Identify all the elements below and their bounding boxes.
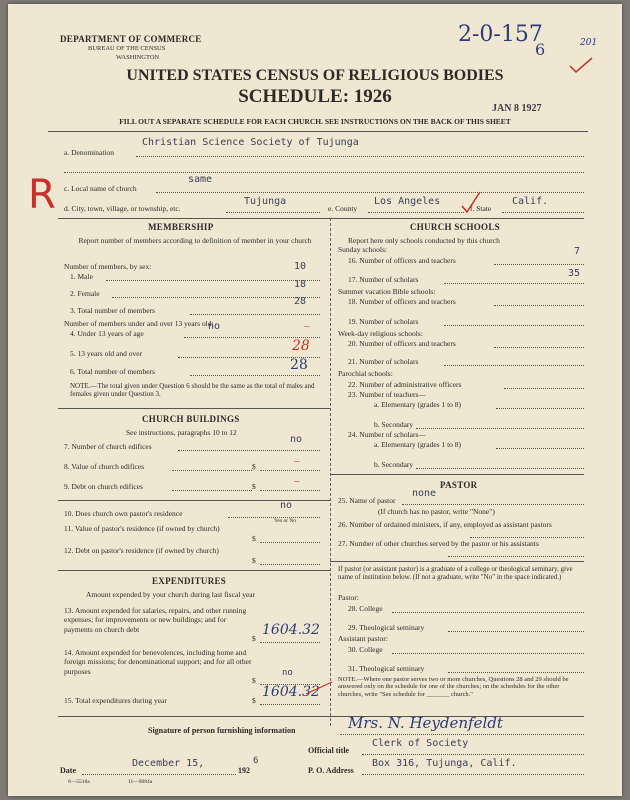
q7-edifices-value: no bbox=[290, 434, 303, 445]
city-label: d. City, town, village, or township, etc. bbox=[64, 204, 181, 213]
county-label: e. County bbox=[328, 204, 358, 213]
q28-label: 28. College bbox=[348, 604, 383, 613]
red-r-mark: R bbox=[28, 172, 56, 218]
q11-label: 11. Value of pastor's residence (if owned by church) bbox=[64, 524, 220, 533]
q6-label: 6. Total number of members bbox=[70, 367, 155, 376]
q2-label: 2. Female bbox=[70, 289, 100, 298]
q17-value: 35 bbox=[568, 268, 581, 279]
q14-label: 14. Amount expended for benevolences, including home and foreign missions; for denominational support; and for all other purposes bbox=[64, 648, 252, 676]
q4-under-13-value: no bbox=[208, 321, 221, 332]
dept-name: DEPARTMENT OF COMMERCE bbox=[60, 34, 202, 44]
q7-label: 7. Number of church edifices bbox=[64, 442, 152, 451]
q24a-label: a. Elementary (grades 1 to 8) bbox=[374, 440, 462, 449]
schools-instruction: Report here only schools conducted by this church bbox=[348, 236, 500, 245]
city-name: WASHINGTON bbox=[116, 54, 160, 61]
q20-label: 20. Number of officers and teachers bbox=[348, 339, 456, 348]
q9-label: 9. Debt on church edifices bbox=[64, 482, 143, 491]
membership-note: NOTE.—The total given under Question 6 should be the same as the total of males and females given under Question 3. bbox=[70, 382, 315, 399]
local-name-label: c. Local name of church bbox=[64, 184, 137, 193]
q17-label: 17. Number of scholars bbox=[348, 275, 419, 284]
county-value: Los Angeles bbox=[374, 196, 441, 207]
q6-total-value: 28 bbox=[290, 357, 308, 373]
sunday-schools-label: Sunday schools: bbox=[338, 245, 387, 254]
q19-label: 19. Number of scholars bbox=[348, 317, 419, 326]
q30-label: 30. College bbox=[348, 645, 383, 654]
q15-label: 15. Total expenditures during year bbox=[64, 696, 167, 705]
po-address-label: P. O. Address bbox=[308, 766, 354, 775]
q4-label: 4. Under 13 years of age bbox=[70, 329, 144, 338]
summer-schools-label: Summer vacation Bible schools: bbox=[338, 287, 436, 296]
year-suffix: 6 bbox=[253, 756, 259, 766]
q24b-label: b. Secondary bbox=[374, 460, 414, 469]
q27-label: 27. Number of other churches served by the pastor or his assistants bbox=[338, 539, 539, 548]
local-name-value: same bbox=[188, 174, 213, 185]
q23b-label: b. Secondary bbox=[374, 420, 414, 429]
q12-label: 12. Debt on pastor's residence (if owned by church) bbox=[64, 546, 219, 555]
q1-male-value: 10 bbox=[294, 261, 307, 272]
form-title: UNITED STATES CENSUS OF RELIGIOUS BODIES bbox=[126, 67, 504, 84]
pastor-note: NOTE.—Where one pastor serves two or more churches, Questions 28 and 29 should be answered only on the schedule for one of the churches; on the schedules for the other churches, write "See schedule for _______ church." bbox=[338, 676, 569, 698]
assistant-pastor-label: Assistant pastor: bbox=[338, 634, 388, 643]
q29-label: 29. Theological seminary bbox=[348, 623, 425, 632]
q10-hint: Yes or No bbox=[274, 518, 297, 524]
members-by-sex-label: Number of members, by sex: bbox=[64, 262, 152, 271]
received-date-stamp: JAN 8 1927 bbox=[492, 103, 542, 114]
official-title-value: Clerk of Society bbox=[372, 738, 469, 749]
expenditures-heading: EXPENDITURES bbox=[152, 576, 227, 586]
expenditures-instruction: Amount expended by your church during last fiscal year bbox=[86, 590, 256, 599]
q5-over-13-value: 28 bbox=[292, 338, 310, 354]
date-label: Date bbox=[60, 766, 76, 775]
college-intro: If pastor (or assistant pastor) is a graduate of a college or theological seminary, give name of institution below. (If not a graduate, write "No" in the space indicated.) bbox=[338, 565, 573, 582]
official-title-label: Official title bbox=[308, 746, 350, 755]
q18-label: 18. Number of officers and teachers bbox=[348, 297, 456, 306]
members-by-age-label: Number of members under and over 13 years old: bbox=[64, 319, 214, 328]
q1-label: 1. Male bbox=[70, 272, 93, 281]
corner-number: 2-0-157 bbox=[458, 22, 543, 47]
signature-label: Signature of person furnishing information bbox=[148, 726, 296, 735]
q8-label: 8. Value of church edifices bbox=[64, 462, 145, 471]
corner-number-alt: 6 bbox=[535, 40, 546, 59]
q31-label: 31. Theological seminary bbox=[348, 664, 425, 673]
q5-label: 5. 13 years old and over bbox=[70, 349, 143, 358]
q21-label: 21. Number of scholars bbox=[348, 357, 419, 366]
census-schedule-form: DEPARTMENT OF COMMERCE BUREAU OF THE CENSUS WASHINGTON 2-0-157 6 201 UNITED STATES CENSUS OF RELIGIOUS BODIES SCHEDULE: 1926 JAN 8 1927 FILL OUT A SEPARATE SCHEDULE FOR EACH CHURCH. SEE INSTRUCTIONS ON THE BACK OF THIS SHEET R a. Denomination Christian Science Society of Tujunga c. Local name of church same d. City, town, village, or township, etc. Tujunga e. County Los Angeles f. State Calif. MEMBERSHIP Report number of members according to definition of member in your church Number of members, by sex: 1. Male 10 2. Female 18 3. Total number of members 28 Number of members under and over 13 years old: 4. Under 13 years of age no – 5. 13 years old and over 28 6. Total number of members 28 NOTE.—The total given under Question 6 should be the same as the total of males and females given under Question 3. CHURCH BUILDINGS See instructions, paragraphs 10 to 12 7. Number of church edifices no 8. Value of church edifices $ – 9. Debt on church edifices $ – 10. Does church own pastor's residence no Yes or No 11. Value of pastor's residence (if owned by church) $ 12. Debt on pastor's residence (if owned by church) $ EXPENDITURES Amount expended by your church during last fiscal year 13. Amount expended for salaries, repairs, and other running expenses; for improvements or new buildings; and for payments on church debt $ 1604.32 14. Amount expended for benevolences, including home and foreign missions; for denominational support; and for all other purposes $ no 15. Total expenditures during year $ 1604.32 CHURCH SCHOOLS Report here only schools conducted by this church Sunday schools: 16. Number of officers and teachers 7 17. Number of scholars 35 Summer vacation Bible schools: 18. Number of officers and teachers 19. Number of scholars Week-day religious schools: 20. Number of officers and teachers 21. Number of scholars Parochial schools: 22. Number of administrative officers 23. Number of teachers— a. Elementary (grades 1 to 8) b. Secondary 24. Number of scholars— a. Elementary (grades 1 to 8) b. Secondary PASTOR 25. Name of pastor none (If church has no pastor, write "None") 26. Number of ordained ministers, if any, employed as assistant pastors 27. Number of other churches served by the pastor or his assistants If pastor (or assistant pastor) is a graduate of a college or theological seminary, give name of institution below. (If not a graduate, write "No" in the space indicated.) Pastor: 28. College 29. Theological seminary Assistant pastor: 30. College 31. Theological seminary NOTE.—Where one pastor serves two or more churches, Questions 28 and 29 should be answered only on the schedule for one of the churches; on the schedules for the other churches, write "See schedule for _______ church." Signature of person furnishing information Mrs. N. Heydenfeldt Official title Clerk of Society Date December 15, 192 6 P. O. Address Box 316, Tujunga, Calif. 8—5518a 11—9084a bbox=[8, 4, 622, 796]
parochial-schools-label: Parochial schools: bbox=[338, 369, 393, 378]
pastor-heading: PASTOR bbox=[440, 480, 478, 490]
state-label: f. State bbox=[470, 204, 492, 213]
q25-pastor-name-value: none bbox=[412, 488, 437, 499]
state-value: Calif. bbox=[512, 196, 549, 207]
weekday-schools-label: Week-day religious schools: bbox=[338, 329, 423, 338]
q24-label: 24. Number of scholars— bbox=[348, 430, 426, 439]
form-instructions: FILL OUT A SEPARATE SCHEDULE FOR EACH CHURCH. SEE INSTRUCTIONS ON THE BACK OF THIS SHEET bbox=[119, 117, 511, 126]
q23-label: 23. Number of teachers— bbox=[348, 390, 426, 399]
q26-label: 26. Number of ordained ministers, if any, employed as assistant pastors bbox=[338, 520, 552, 529]
q10-residence-value: no bbox=[280, 500, 293, 511]
year-prefix: 192 bbox=[238, 766, 250, 775]
buildings-heading: CHURCH BUILDINGS bbox=[142, 414, 240, 424]
q16-label: 16. Number of officers and teachers bbox=[348, 256, 456, 265]
date-value: December 15, bbox=[132, 758, 205, 769]
membership-instruction: Report number of members according to definition of member in your church bbox=[78, 236, 312, 245]
denomination-value: Christian Science Society of Tujunga bbox=[142, 137, 359, 148]
pastor-label: Pastor: bbox=[338, 593, 359, 602]
corner-small-number: 201 bbox=[580, 38, 598, 48]
form-code: 8—5518a bbox=[68, 779, 90, 785]
q14-amount-value: no bbox=[282, 668, 293, 678]
q15-total-value: 1604.32 bbox=[262, 684, 320, 700]
red-check-mark-q15 bbox=[304, 680, 334, 698]
form-code-2: 11—9084a bbox=[128, 779, 153, 785]
denomination-label: a. Denomination bbox=[64, 148, 114, 157]
city-value: Tujunga bbox=[244, 196, 287, 207]
q22-label: 22. Number of administrative officers bbox=[348, 380, 462, 389]
schools-heading: CHURCH SCHOOLS bbox=[410, 222, 500, 232]
q2-female-value: 18 bbox=[294, 279, 307, 290]
q16-value: 7 bbox=[574, 246, 581, 257]
q3-total-value: 28 bbox=[294, 296, 307, 307]
q23a-label: a. Elementary (grades 1 to 8) bbox=[374, 400, 462, 409]
q25-hint: (If church has no pastor, write "None") bbox=[378, 507, 495, 516]
signature-value: Mrs. N. Heydenfeldt bbox=[348, 714, 503, 732]
q13-label: 13. Amount expended for salaries, repairs, and other running expenses; for improvements or new buildings; and for payments on church debt bbox=[64, 606, 247, 634]
buildings-instruction: See instructions, paragraphs 10 to 12 bbox=[126, 428, 237, 437]
q3-label: 3. Total number of members bbox=[70, 306, 155, 315]
q13-amount-value: 1604.32 bbox=[262, 622, 320, 638]
membership-heading: MEMBERSHIP bbox=[148, 222, 214, 232]
q25-label: 25. Name of pastor bbox=[338, 496, 396, 505]
q10-label: 10. Does church own pastor's residence bbox=[64, 509, 183, 518]
po-address-value: Box 316, Tujunga, Calif. bbox=[372, 758, 517, 769]
bureau-name: BUREAU OF THE CENSUS bbox=[88, 45, 166, 52]
schedule-title: SCHEDULE: 1926 bbox=[238, 86, 392, 107]
